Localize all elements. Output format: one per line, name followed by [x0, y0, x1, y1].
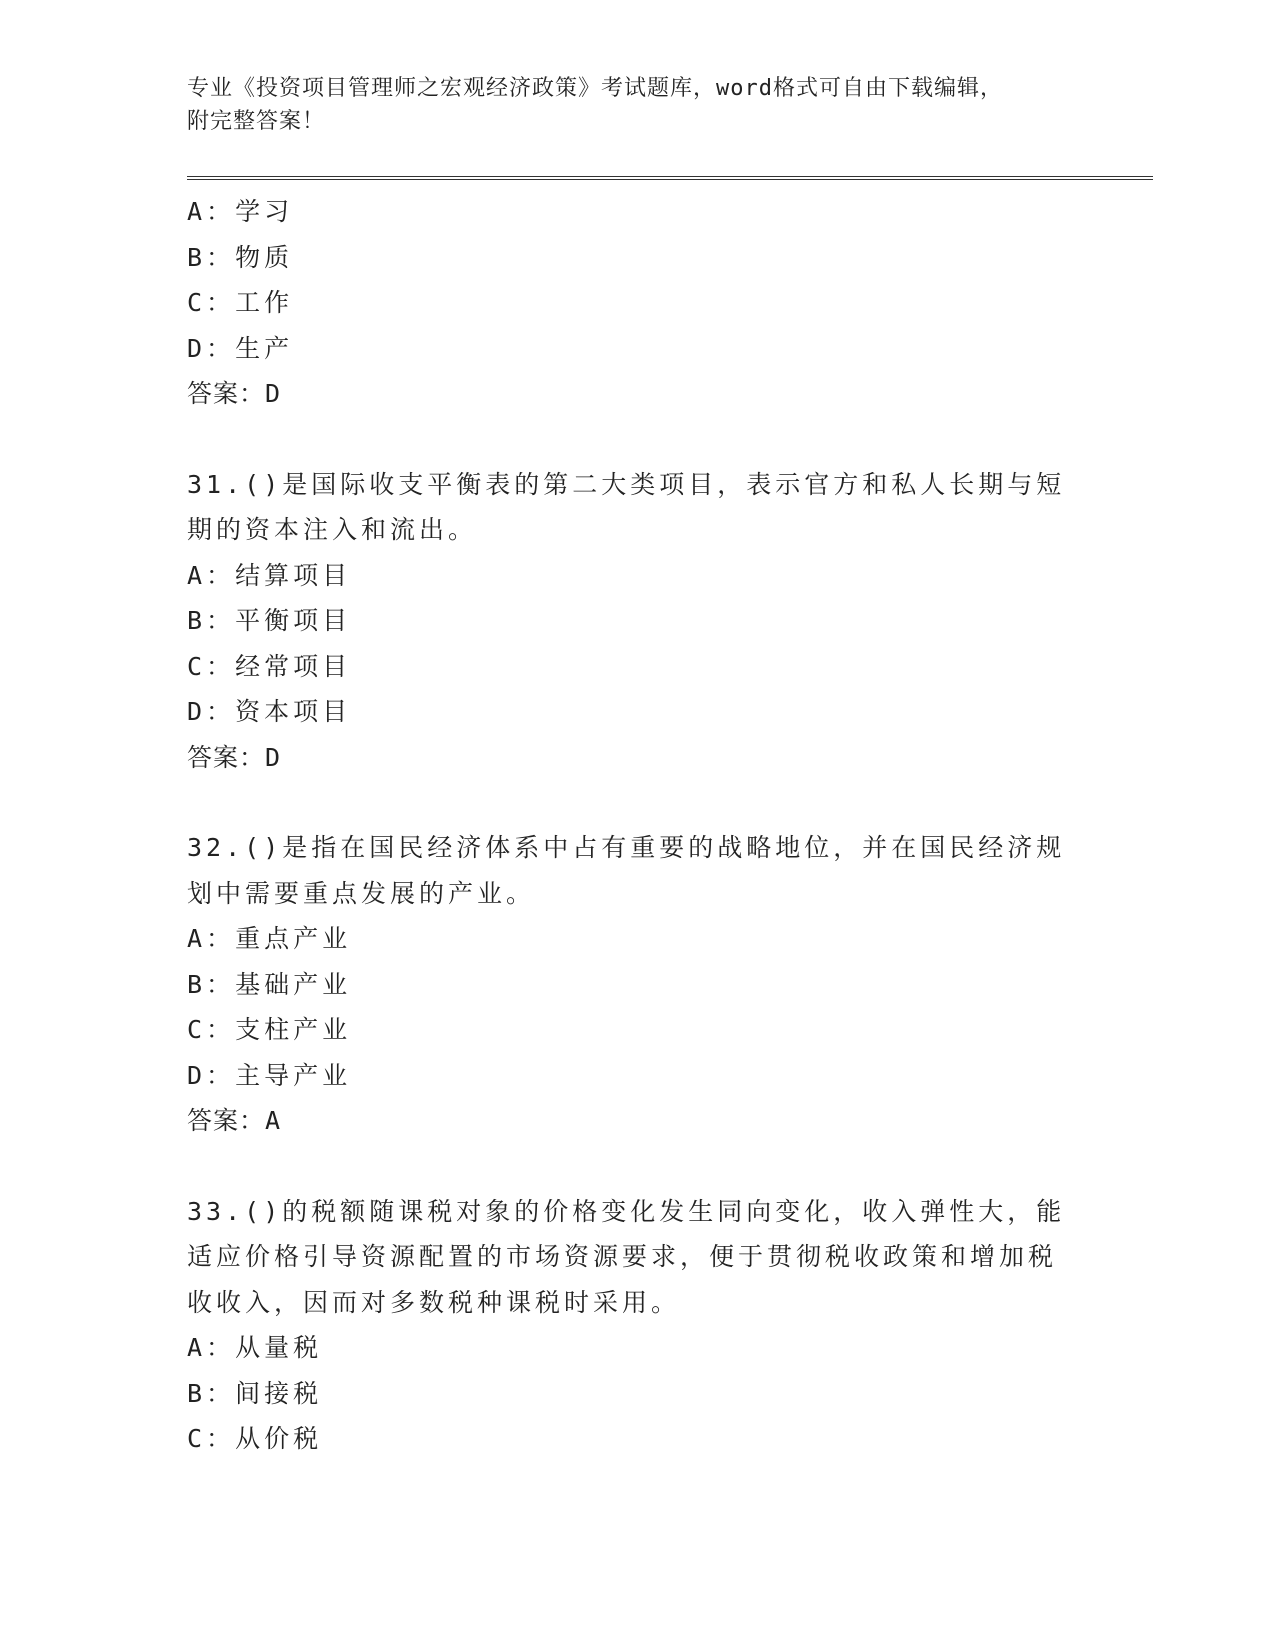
answer-line: 答案：A [187, 1106, 282, 1135]
option-a: A：结算项目 [187, 560, 352, 590]
question-32 [187, 825, 1087, 1144]
document-header [187, 72, 1067, 138]
question-text: 32.()是指在国民经济体系中占有重要的战略地位，并在国民经济规划中需要重点发展的产业。 [187, 833, 1066, 908]
option-d: D：生产 [187, 333, 294, 363]
question-31 [187, 462, 1087, 781]
question-30-continuation [187, 189, 1087, 417]
header-double-rule [187, 176, 1153, 180]
option-c: C：经常项目 [187, 651, 352, 681]
header-line-1: 专业《投资项目管理师之宏观经济政策》考试题库，word格式可自由下载编辑， [187, 76, 1003, 101]
option-b: B：基础产业 [187, 969, 352, 999]
option-b: B：平衡项目 [187, 606, 352, 635]
option-b: B：间接税 [187, 1378, 323, 1408]
option-c: C：工作 [187, 288, 294, 317]
option-c: C：从价税 [187, 1424, 323, 1453]
question-33 [187, 1189, 1087, 1462]
option-a: A：学习 [187, 197, 294, 226]
option-d: D：主导产业 [187, 1060, 352, 1090]
option-a: A：重点产业 [187, 924, 352, 953]
question-text: 31.()是国际收支平衡表的第二大类项目，表示官方和私人长期与短期的资本注入和流出。 [187, 469, 1066, 544]
answer-line: 答案：D [187, 379, 282, 408]
option-c: C：支柱产业 [187, 1015, 352, 1044]
option-d: D：资本项目 [187, 697, 352, 726]
document-body [187, 189, 1087, 1462]
option-b: B：物质 [187, 242, 294, 272]
answer-line: 答案：D [187, 742, 282, 772]
option-a: A：从量税 [187, 1333, 323, 1362]
header-line-2: 附完整答案！ [187, 109, 326, 134]
question-text: 33.()的税额随课税对象的价格变化发生同向变化，收入弹性大，能适应价格引导资源配置的市场资源要求，便于贯彻税收政策和增加税收收入，因而对多数税种课税时采用。 [187, 1196, 1066, 1317]
